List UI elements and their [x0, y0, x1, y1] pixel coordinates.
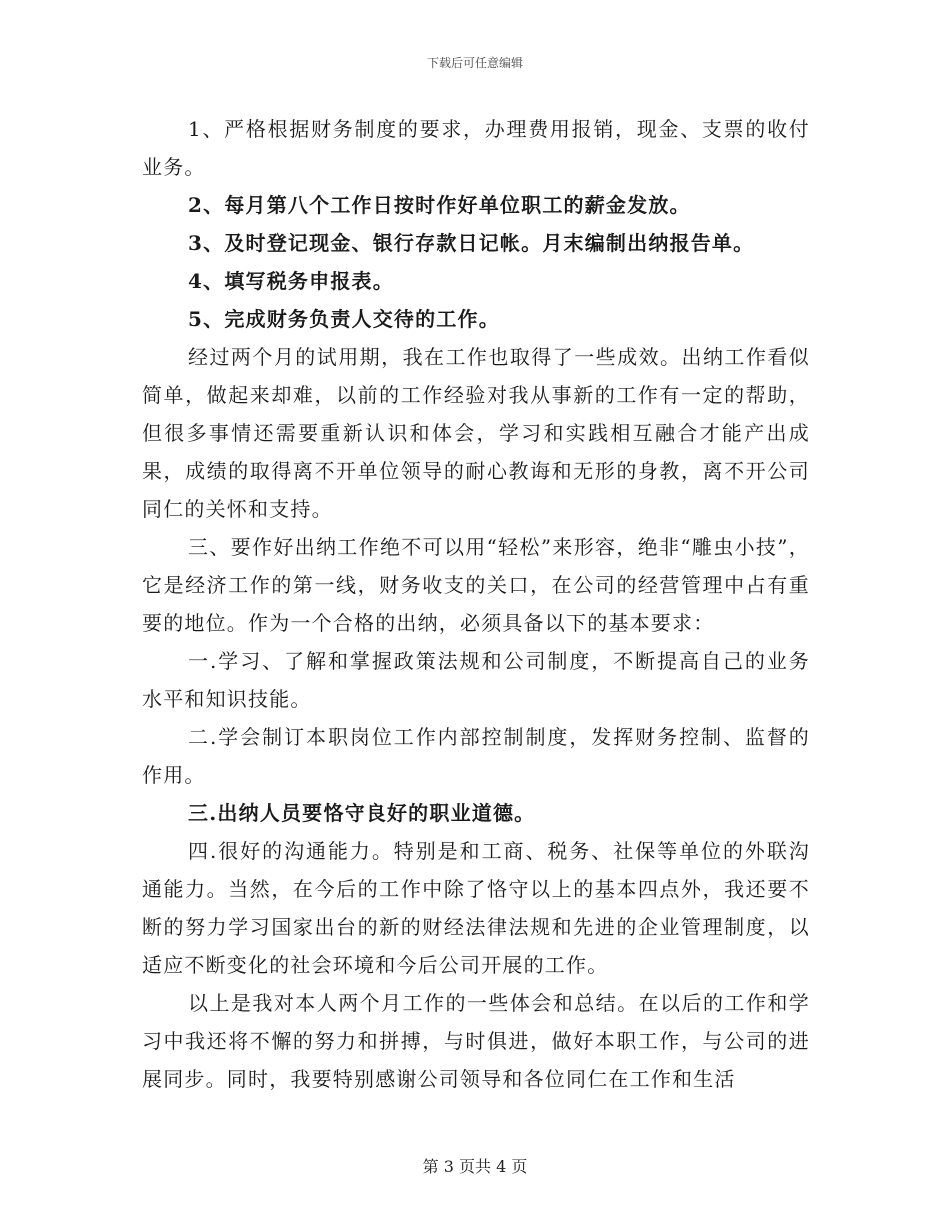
- paragraph-12: 以上是我对本人两个月工作的一些体会和总结。在以后的工作和学习中我还将不懈的努力和拼搏，与时俱进，做好本职工作，与公司的进展同步。同时，我要特别感谢公司领导和各位同仁在工作和生活: [142, 991, 810, 1091]
- document-body: [142, 110, 810, 1098]
- paragraph-8: 一.学习、了解和掌握政策法规和公司制度，不断提高自己的业务水平和知识技能。: [142, 649, 810, 711]
- paragraph-4: 4、填写税务申报表。: [188, 269, 394, 293]
- paragraph-3: 3、及时登记现金、银行存款日记帐。月末编制出纳报告单。: [188, 231, 755, 255]
- paragraph-10: 三.出纳人员要恪守良好的职业道德。: [188, 801, 536, 825]
- paragraph-7: 三、要作好出纳工作绝不可以用“轻松”来形容，绝非“雕虫小技”，它是经济工作的第一线，财务收支的关口，在公司的经营管理中占有重要的地位。作为一个合格的出纳，必须具备以下的基本要求：: [142, 535, 810, 635]
- paragraph-5: 5、完成财务负责人交待的工作。: [188, 307, 500, 331]
- paragraph-6: 经过两个月的试用期，我在工作也取得了一些成效。出纳工作看似简单，做起来却难，以前的工作经验对我从事新的工作有一定的帮助，但很多事情还需要重新认识和体会，学习和实践相互融合才能产出成果，成绩的取得离不开单位领导的耐心教诲和无形的身教，离不开公司同仁的关怀和支持。: [142, 345, 810, 521]
- paragraph-9: 二.学会制订本职岗位工作内部控制制度，发挥财务控制、监督的作用。: [142, 725, 810, 787]
- paragraph-1: 1、严格根据财务制度的要求，办理费用报销，现金、支票的收付业务。: [142, 117, 810, 179]
- page-number-footer: 第 3 页共 4 页: [422, 1157, 528, 1176]
- page-header-note: 下载后可任意编辑: [426, 56, 523, 70]
- paragraph-2: 2、每月第八个工作日按时作好单位职工的薪金发放。: [188, 193, 691, 217]
- paragraph-11: 四.很好的沟通能力。特别是和工商、税务、社保等单位的外联沟通能力。当然，在今后的工作中除了恪守以上的基本四点外，我还要不断的努力学习国家出台的新的财经法律法规和先进的企业管理制度，以适应不断变化的社会环境和今后公司开展的工作。: [142, 839, 810, 977]
